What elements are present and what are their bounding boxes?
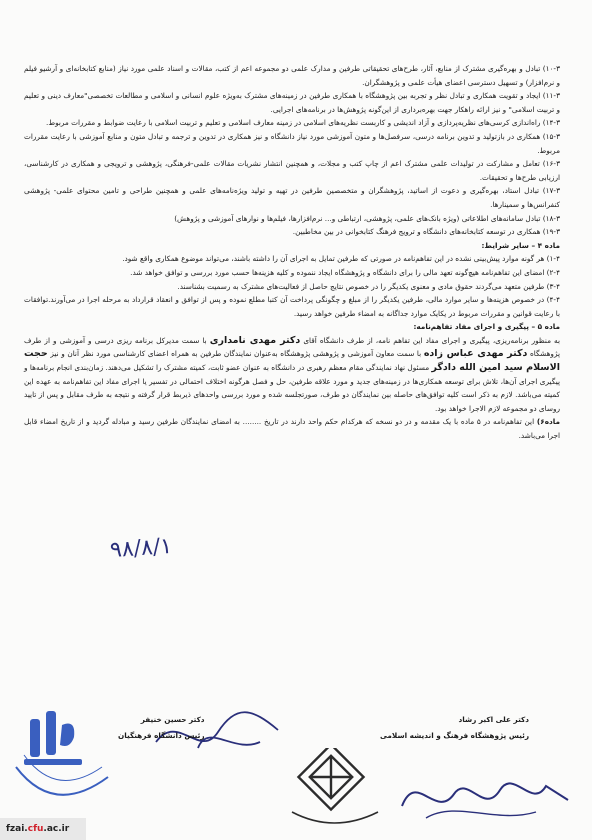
representative-1-name: دکتر مهدی نامداری <box>209 334 301 346</box>
site-watermark <box>0 818 86 840</box>
clause-4-3: ۳-۴) طرفین متعهد می‌گردند حقوق مادی و معنوی یکدیگر را در خصوص نتایج حاصل از فعالیت‌های مشترک به رسمیت بشناسند. <box>177 281 560 291</box>
clause-3-10: ۱۰-۳) تبادل و بهره‌گیری مشترک از منابع، آثار، طرح‌های تحقیقاتی طرفین و مدارک علمی دو مجموعه اعم از کتب، مقالات و اسناد علمی مورد نیاز (منابع کتابخانه‌ای و آرشیو فیلم و نرم‌افزار) و تسهیل دسترسی اعضای هیأت علمی و پژوهشگران. <box>24 64 560 87</box>
representative-3-name: حجت الاسلام سید امین الله دادگر <box>24 348 560 374</box>
clause-3-17: ۱۷-۳) تبادل استاد، بهره‌گیری و دعوت از اساتید، پژوهشگران و متخصصین طرفین در تهیه و تولید ویژه‌نامه‌های علمی و همچنین طراحی و تامین محتوای علمی- پژوهشی کنفرانس‌ها و سمینارها. <box>24 186 560 209</box>
article-5-title: ماده ۵ – پیگیری و اجرای مفاد تفاهم‌نامه: <box>413 322 560 332</box>
article-5-text <box>24 334 560 416</box>
footer-prefix: fzai. <box>6 824 28 834</box>
footer-suffix: .ac.ir <box>43 824 70 834</box>
handwritten-date: ۹۸/۸/۱ <box>109 533 173 564</box>
article-5-text-1: با سمت مدیرکل برنامه ریزی درسی و آموزشی و از طرف پژوهشگاه <box>24 335 560 359</box>
representative-2-name: دکتر مهدی عباس زاده <box>423 348 528 360</box>
clause-3-14: ۱۴-۳) راه‌اندازی کرسی‌های نظریه‌پردازی و آزاد اندیشی و کاربست نظریه‌های اسلامی در زمینه معارف اسلامی و تعلیم و تربیت اسلامی با رعایت ضوابط و مقررات مربوط. <box>46 118 560 128</box>
clause-3-11: ۱۱-۳) ایجاد و تقویت همکاری و تبادل نظر و تجربه بین پژوهشگاه با همکاری طرفین در زمینه‌های مشترک به‌ویژه علوم انسانی و اسلامی و مطالعات تخصصی"معارف دینی و تعلیم و تربیت اسلامی" و نیز ارائه راهکار جهت بهره‌برداری از این‌گونه پژوهش‌ها در برنامه‌های اجرایی. <box>24 91 560 114</box>
clause-4-1: ۱-۴) هر گونه موارد پیش‌بینی نشده در این تفاهم‌نامه در صورتی که طرفین تمایل به اجرای آن را داشته باشند، می‌تواند موضوع همکاری واقع شود. <box>122 254 560 264</box>
agreement-body <box>24 62 560 443</box>
clause-4-4: ۴-۴) در خصوص هزینه‌ها و سایر موارد مالی، طرفین یکدیگر را از مبلغ و چگونگی پرداخت آن کتبا مطلع نموده و پس از توافق و انعقاد قرارداد به مرحله اجرا در می‌آورند.توافقات با رعایت قوانین و مقررات مربوط در یکایک موارد جداگانه به امضاء طرفین خواهد رسید. <box>24 295 560 318</box>
article-4-title: ماده ۴ – سایر شرایط: <box>481 240 560 250</box>
clause-3-19: ۱۹-۳) همکاری در توسعه کتابخانه‌های دانشگاه و ترویج فرهنگ کتابخوانی در بین مخاطبین. <box>292 227 560 237</box>
signatory-right-title: رئیس پژوهشگاه فرهنگ و اندیشه اسلامی <box>380 731 530 740</box>
clause-3-16: ۱۶-۳) تعامل و مشارکت در تولیدات علمی مشترک اعم از چاپ کتب و مجلات، و همچنین انتشار نشریات مقالات علمی‌-فرهنگی، پژوهشی و ترویجی و همکاری در کارشناسی، ارزیابی طرح‌ها و تحقیقات. <box>24 159 560 182</box>
clause-3-18: ۱۸-۳) تبادل سامانه‌های اطلاعاتی (ویژه بانک‌های علمی، پژوهشی، ارتباطی و... نرم‌افزارها، فیلم‌ها و نوارهای آموزشی و پژوهش) <box>174 213 560 223</box>
signatory-left-title: رئیس دانشگاه فرهنگیان <box>118 731 205 740</box>
article-6-text: این تفاهم‌نامه در ۵ ماده با یک مقدمه و در دو نسخه که هرکدام حکم واحد دارند در تاریخ ........ به امضای نمایندگان طرفین رسید و مبادله گردید و از تاریخ امضاء قابل اجرا می‌باشد. <box>24 417 560 441</box>
article-5-text-3: مسئول نهاد نمایندگی مقام معظم رهبری در دانشگاه به عنوان عضو ثابت، کمیته مشترک را تشکیل می‌دهند. زمان‌بندی انجام برنامه‌ها و پیگیری اجرای آن‌ها، تلاش برای توسعه همکاری‌ها در زمینه‌های جدید و مورد علاقه طرفین، حل و فصل هرگونه اختلاف احتمالی در تفسیر یا اجرای مفاد این تفاهم‌نامه به عهده این کمیته می‌باشد. لازم به ذکر است کلیه توافق‌های حاصله بین نمایندگان دو طرف، صورتجلسه شده و مورد بررسی واحدهای ذیربط قرار گرفته و نتیجه به طرف مقابل و پس از تایید روسای دو مجموعه لازم الاجرا خواهد بود. <box>24 363 560 413</box>
article-6-title: ماده۶) <box>536 417 560 427</box>
article-6 <box>24 415 560 442</box>
right-signature-icon <box>396 760 576 830</box>
signatory-left-name: دکتر حسین خنیفر <box>140 715 205 724</box>
footer-brand: cfu <box>27 824 44 834</box>
article-5-text-2: با سمت معاون آموزشی و پژوهشی پژوهشگاه به‌عنوان نمایندگان طرفین به همراه اعضای کارشناسی مورد نظر آنان و نیز <box>50 349 422 359</box>
clause-4-2: ۲-۴) امضای این تفاهم‌نامه هیچ‌گونه تعهد مالی را برای دانشگاه و پژوهشگاه ایجاد ننموده و کلیه هزینه‌ها حسب مورد بررسی و توافق خواهد شد. <box>130 267 560 277</box>
signatory-right <box>380 712 529 744</box>
signatory-left <box>118 712 205 744</box>
institute-logo-icon <box>286 748 384 830</box>
clause-3-15: ۱۵-۳) همکاری در بازتولید و تدوین برنامه درسی، سرفصل‌ها و متون آموزشی مورد نیاز دانشگاه و نیز همکاری در تدوین و ترجمه و تبادل متون و منابع آموزشی با رعایت مقررات مربوط. <box>24 131 560 155</box>
university-stamp-icon <box>4 705 116 805</box>
article-5-lead: به منظور برنامه‌ریزی، پیگیری و اجرای مفاد این تفاهم نامه، از طرف دانشگاه آقای <box>303 335 560 345</box>
signatory-right-name: دکتر علی اکبر رشاد <box>458 715 530 724</box>
